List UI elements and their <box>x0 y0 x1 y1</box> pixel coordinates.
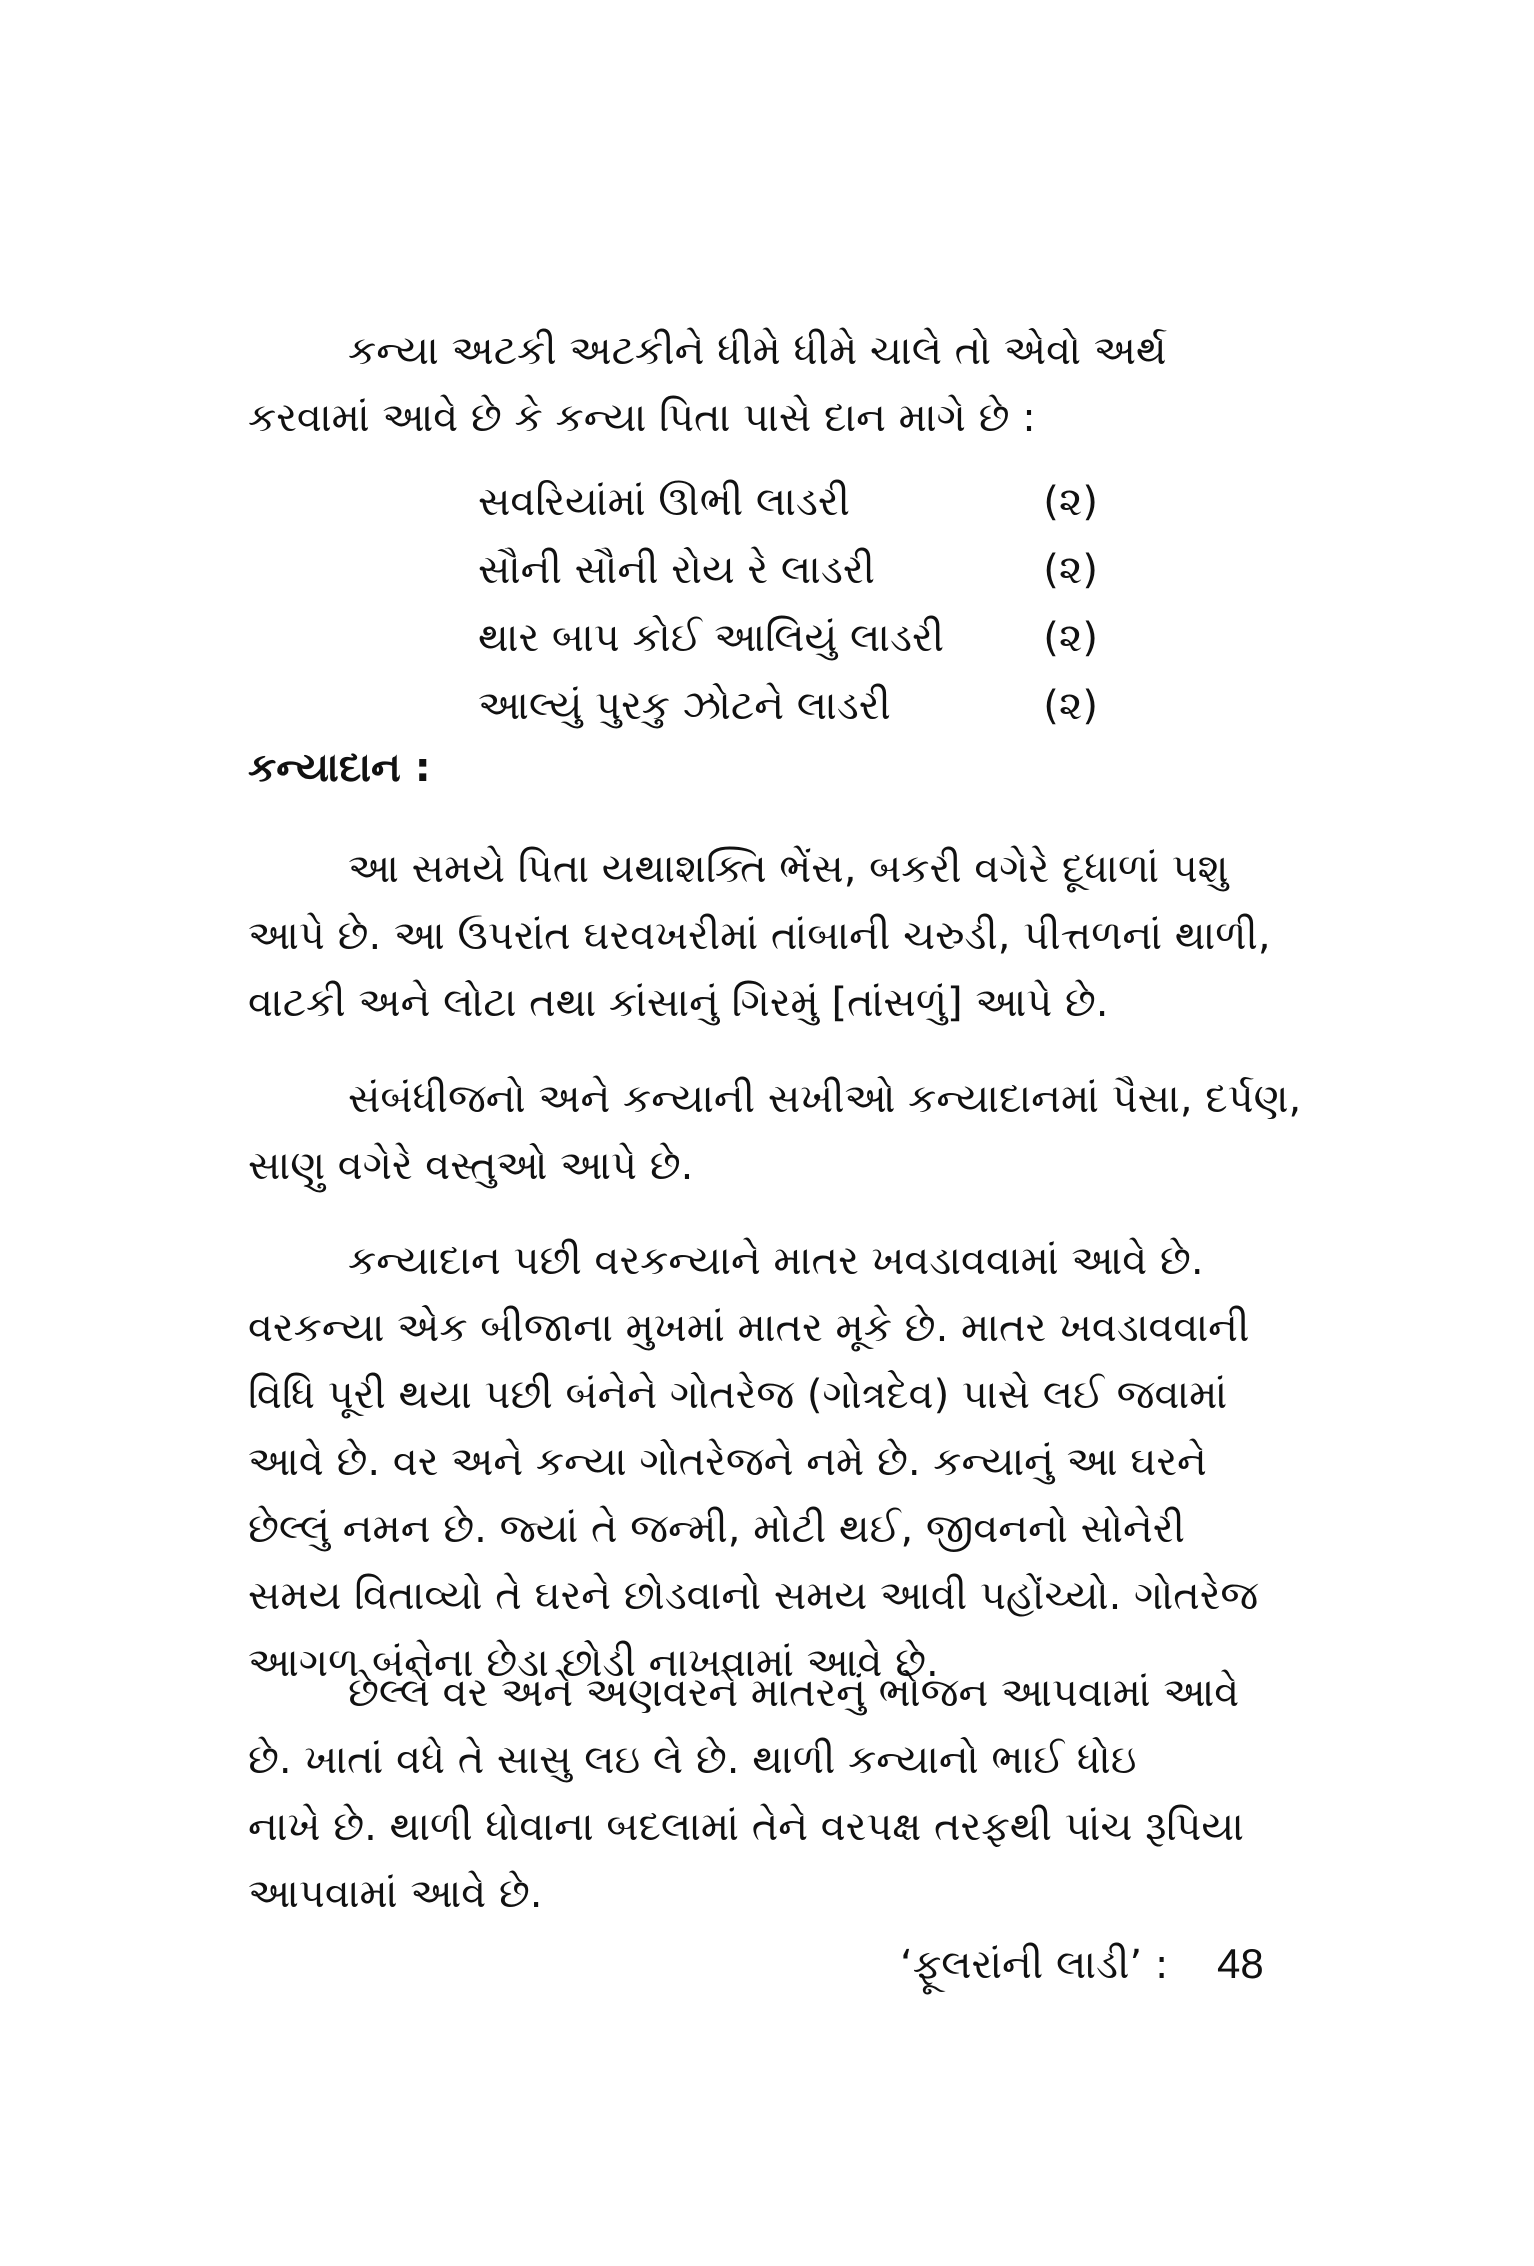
book-title: ‘ફૂલરાંની લાડી’ : <box>900 1942 1169 1988</box>
paragraph-line: સંબંધીજનો અને કન્યાની સખીઓ કન્યાદાનમાં પૈસા, દર્પણ, <box>348 1076 1302 1122</box>
verse-line <box>478 672 1098 740</box>
verse-repeat-count: (૨) <box>1043 547 1098 593</box>
page-number: 48 <box>1217 1940 1264 1987</box>
page-footer <box>900 1940 1264 1988</box>
paragraph-line: સાણુ વગેરે વસ્તુઓ આપે છે. <box>248 1143 694 1189</box>
paragraph-line: વરકન્યા એક બીજાના મુખમાં માતર મૂકે છે. માતર ખવડાવવાની <box>248 1305 1250 1351</box>
paragraph-line: છેલ્લું નમન છે. જ્યાં તે જન્મી, મોટી થઈ, જીવનનો સોનેરી <box>248 1506 1185 1552</box>
verse-text: થાર બાપ કોઈ આલિયું લાડરી <box>478 615 945 661</box>
body-paragraph <box>248 1066 1308 1200</box>
intro-paragraph <box>248 318 1308 452</box>
body-paragraph <box>248 1660 1308 1928</box>
paragraph-line: વિધિ પૂરી થયા પછી બંનેને ગોતરેજ (ગોત્રદેવ) પાસે લઈ જવામાં <box>248 1372 1228 1418</box>
body-paragraph <box>248 1228 1308 1697</box>
verse-repeat-count: (૨) <box>1043 479 1098 525</box>
body-paragraph <box>248 836 1308 1037</box>
intro-line: કરવામાં આવે છે કે કન્યા પિતા પાસે દાન માગે છે : <box>248 395 1036 441</box>
paragraph-line: છેલ્લે વર અને અણવરને માતરનું ભોજન આપવામાં આવે <box>348 1670 1240 1716</box>
verse-repeat-count: (૨) <box>1043 615 1098 661</box>
paragraph-line: વાટકી અને લોટા તથા કાંસાનું ગિરમું [તાંસળું] આપે છે. <box>248 980 1109 1026</box>
verse-line <box>478 468 1098 536</box>
verse-line <box>478 536 1098 604</box>
paragraph-line: કન્યાદાન પછી વરકન્યાને માતર ખવડાવવામાં આવે છે. <box>348 1238 1204 1284</box>
paragraph-line: આપે છે. આ ઉપરાંત ઘરવખરીમાં તાંબાની ચરુડી, પીત્તળનાં થાળી, <box>248 913 1271 959</box>
intro-line: કન્યા અટકી અટકીને ધીમે ધીમે ચાલે તો એવો અર્થ <box>348 328 1167 374</box>
verse-text: સૌની સૌની રોય રે લાડરી <box>478 547 875 593</box>
section-heading: કન્યાદાન : <box>248 745 431 791</box>
verse-repeat-count: (૨) <box>1043 683 1098 729</box>
paragraph-line: આ સમયે પિતા યથાશક્તિ ભેંસ, બકરી વગેરે દૂધાળાં પશુ <box>348 846 1229 892</box>
paragraph-line: સમય વિતાવ્યો તે ઘરને છોડવાનો સમય આવી પહોંચ્યો. ગોતરેજ <box>248 1573 1259 1619</box>
paragraph-line: નાખે છે. થાળી ધોવાના બદલામાં તેને વરપક્ષ તરફથી પાંચ રૂપિયા <box>248 1804 1244 1850</box>
paragraph-line: આગળ બંનેના છેડા છોડી નાખવામાં આવે છે. <box>248 1640 939 1686</box>
paragraph-line: આપવામાં આવે છે. <box>248 1871 543 1917</box>
paragraph-line: છે. ખાતાં વધે તે સાસુ લઇ લે છે. થાળી કન્યાનો ભાઈ ધોઇ <box>248 1737 1137 1783</box>
folk-song-verse <box>478 468 1098 740</box>
verse-text: સવરિયાંમાં ઊભી લાડરી <box>478 479 850 525</box>
verse-text: આલ્યું પુરકુ ઝોટને લાડરી <box>478 683 891 729</box>
verse-line <box>478 604 1098 672</box>
paragraph-line: આવે છે. વર અને કન્યા ગોતરેજને નમે છે. કન્યાનું આ ઘરને <box>248 1439 1207 1485</box>
